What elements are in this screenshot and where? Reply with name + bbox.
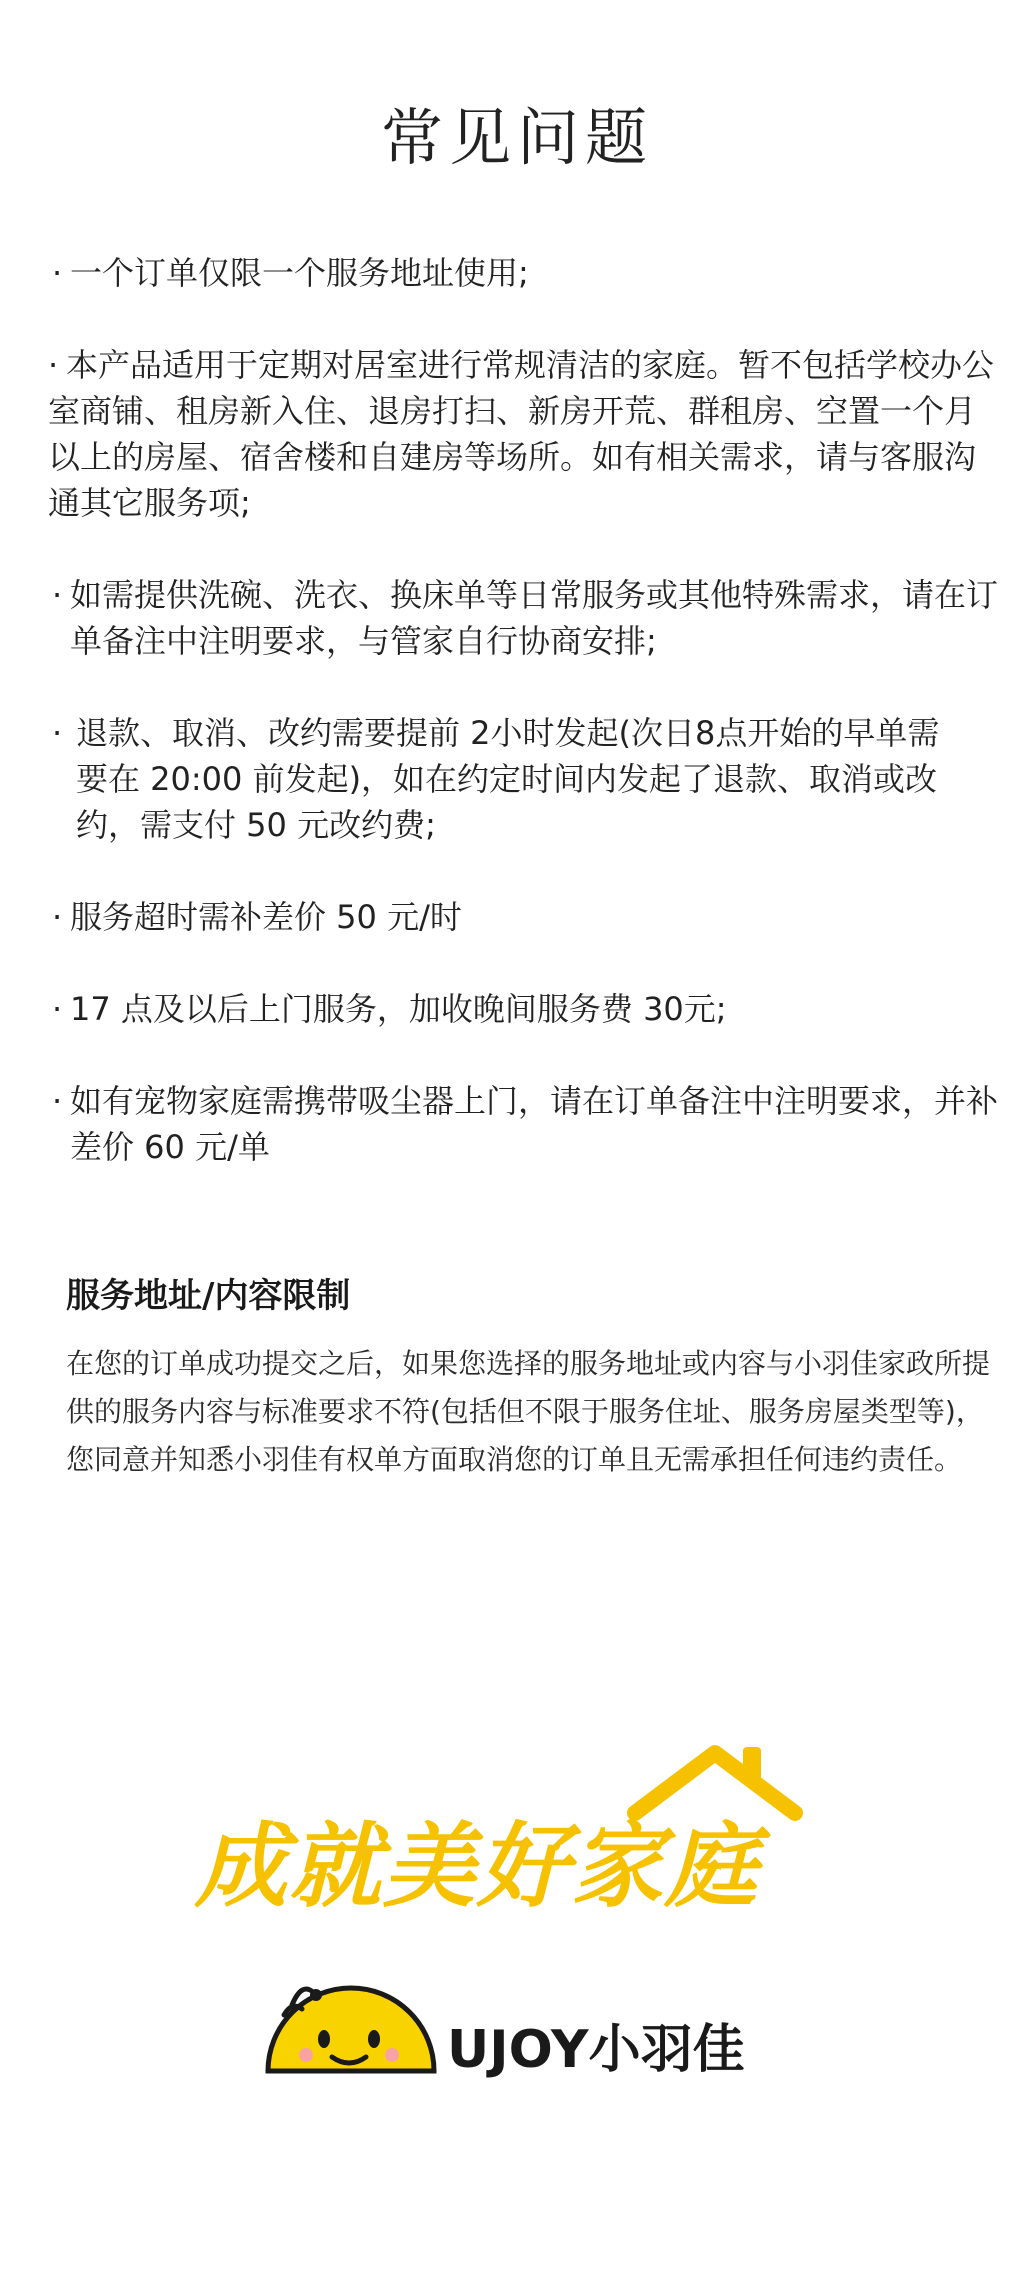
brand-name: UJOY小羽佳: [447, 2020, 745, 2080]
restriction-title: 服务地址/内容限制: [66, 1276, 351, 1316]
faq-item: [48, 342, 1002, 526]
slogan-banner: [195, 1735, 835, 1935]
faq-item: [52, 572, 1002, 664]
bullet: ·: [52, 254, 63, 292]
bee-mascot-icon: [262, 1975, 440, 2075]
faq-item: [52, 250, 1002, 296]
faq-text: 本产品适用于定期对居室进行常规清洁的家庭。暂不包括学校办公室商铺、租房新入住、退房打扫、新房开荒、群租房、空置一个月以上的房屋、宿舍楼和自建房等场所。如有相关需求，请与客服沟通其它服务项;: [48, 346, 995, 522]
faq-list: [48, 250, 1002, 1216]
faq-text: 如有宠物家庭需携带吸尘器上门，请在订单备注中注明要求，并补差价 60 元/单: [70, 1082, 999, 1166]
restriction-body: 在您的订单成功提交之后，如果您选择的服务地址或内容与小羽佳家政所提供的服务内容与标准要求不符(包括但不限于服务住址、服务房屋类型等)，您同意并知悉小羽佳有权单方面取消您的订单且无需承担任何违约责任。: [66, 1347, 991, 1476]
faq-text: 如需提供洗碗、洗衣、换床单等日常服务或其他特殊需求，请在订单备注中注明要求，与管家自行协商安排;: [70, 576, 999, 660]
bullet: ·: [48, 346, 59, 384]
faq-item: [52, 986, 1002, 1032]
faq-text: 服务超时需补差价 50 元/时: [70, 898, 462, 936]
bullet: ·: [52, 990, 63, 1028]
faq-item: [52, 1078, 1002, 1170]
slogan-text: 成就美好家庭: [195, 1813, 760, 1920]
faq-text: 一个订单仅限一个服务地址使用;: [70, 254, 529, 292]
brand-logo: [262, 1975, 782, 2080]
bullet: ·: [52, 898, 63, 936]
bullet: ·: [52, 1082, 63, 1120]
bullet: ·: [52, 714, 63, 752]
faq-text: 退款、取消、改约需要提前 2小时发起(次日8点开始的早单需要在 20:00 前发起)，如在约定时间内发起了退款、取消或改约，需支付 50 元改约费;: [76, 714, 940, 844]
page-title: 常见问题: [380, 101, 653, 174]
bullet: ·: [52, 576, 63, 614]
faq-item: [52, 894, 1002, 940]
faq-text: 17 点及以后上门服务，加收晚间服务费 30元;: [70, 990, 727, 1028]
faq-item: [52, 710, 1002, 848]
